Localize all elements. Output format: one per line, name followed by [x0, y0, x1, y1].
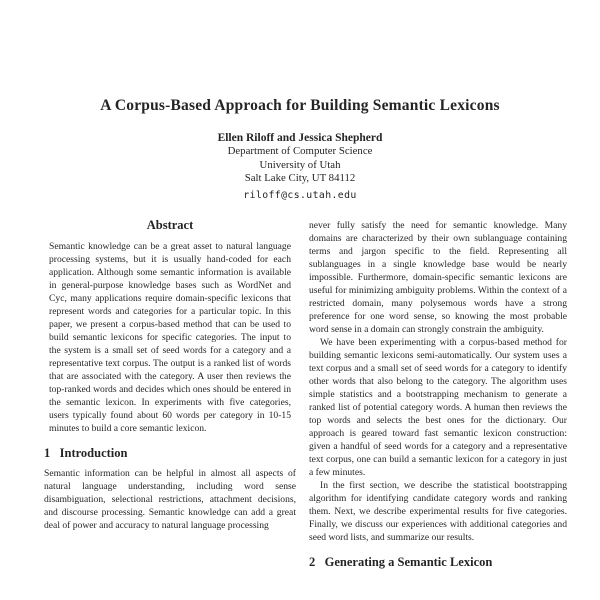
section-2-heading: 2 Generating a Semantic Lexicon — [309, 555, 493, 570]
affiliation-line-city: Salt Lake City, UT 84112 — [244, 172, 356, 185]
left-column — [44, 219, 296, 576]
right-paragraph-2: We have been experimenting with a corpus-based method for building semantic lexicons semi-automatically. Our system uses a text corpus and a small set of seed words for a category to identify other words that also belong to the category. The algorithm uses simple statistics and a bootstrapping mechanism to generate a ranked list of potential category words. A human then reviews the top words and selects the best ones for the dictionary. Our approach is geared toward fast semantic lexicon construction: given a handful of seed words for a category and a representative text corpus, one can build a semantic lexicon for a category in just a few minutes. — [309, 337, 567, 479]
intro-paragraph: Semantic information can be helpful in almost all aspects of natural language understanding, including word sense disambiguation, selectional restrictions, attachment decisions, and discourse processing. Semantic knowledge can add a great deal of power and accuracy to natural language processing — [44, 468, 296, 532]
affiliation-line-university: University of Utah — [259, 158, 341, 171]
affiliation-line-department: Department of Computer Science — [227, 145, 373, 158]
author-block — [0, 132, 600, 202]
abstract-text: Semantic knowledge can be a great asset to natural language processing systems, but it is usually hand-coded for each application. Although some semantic information is available in general-purpose knowledge bases such as WordNet and Cyc, many applications require domain-specific lexicons that represent words and categories for a particular topic. In this paper, we present a corpus-based method that can be used to build semantic lexicons for specific categories. The input to the system is a small set of seed words for a category and a representative text corpus. The output is a ranked list of words that are associated with the category. A user then reviews the top-ranked words and decides which ones should be entered in the semantic lexicon. In experiments with five categories, users typically found about 60 words per category in 10-15 minutes to build a core semantic lexicon. — [49, 241, 291, 435]
paper-title: A Corpus-Based Approach for Building Semantic Lexicons — [100, 97, 500, 114]
right-paragraph-3: In the first section, we describe the statistical bootstrapping algorithm for identifying candidate category words and ranking them. Next, we describe experimental results for five categories. Finally, we discuss our experiences with additional categories and seed word lists, and summarize our results. — [309, 480, 567, 544]
abstract-heading: Abstract — [146, 218, 194, 233]
author-names: Ellen Riloff and Jessica Shepherd — [217, 132, 383, 144]
two-column-body — [44, 219, 567, 576]
author-email: riloff@cs.utah.edu — [243, 189, 357, 201]
right-paragraph-1: never fully satisfy the need for semantic knowledge. Many domains are characterized by their own sublanguage containing terms and jargon specific to the field. Representing all sublanguages in a single knowledge base would be nearly impossible. Furthermore, domain-specific semantic lexicons are useful for minimizing ambiguity problems. Within the context of a restricted domain, many polysemous words have a strong preference for one word sense, so knowing the most probable word sense in a domain can strongly constrain the ambiguity. — [309, 220, 567, 336]
right-column — [309, 219, 567, 576]
section-1-heading: 1 Introduction — [44, 446, 128, 461]
